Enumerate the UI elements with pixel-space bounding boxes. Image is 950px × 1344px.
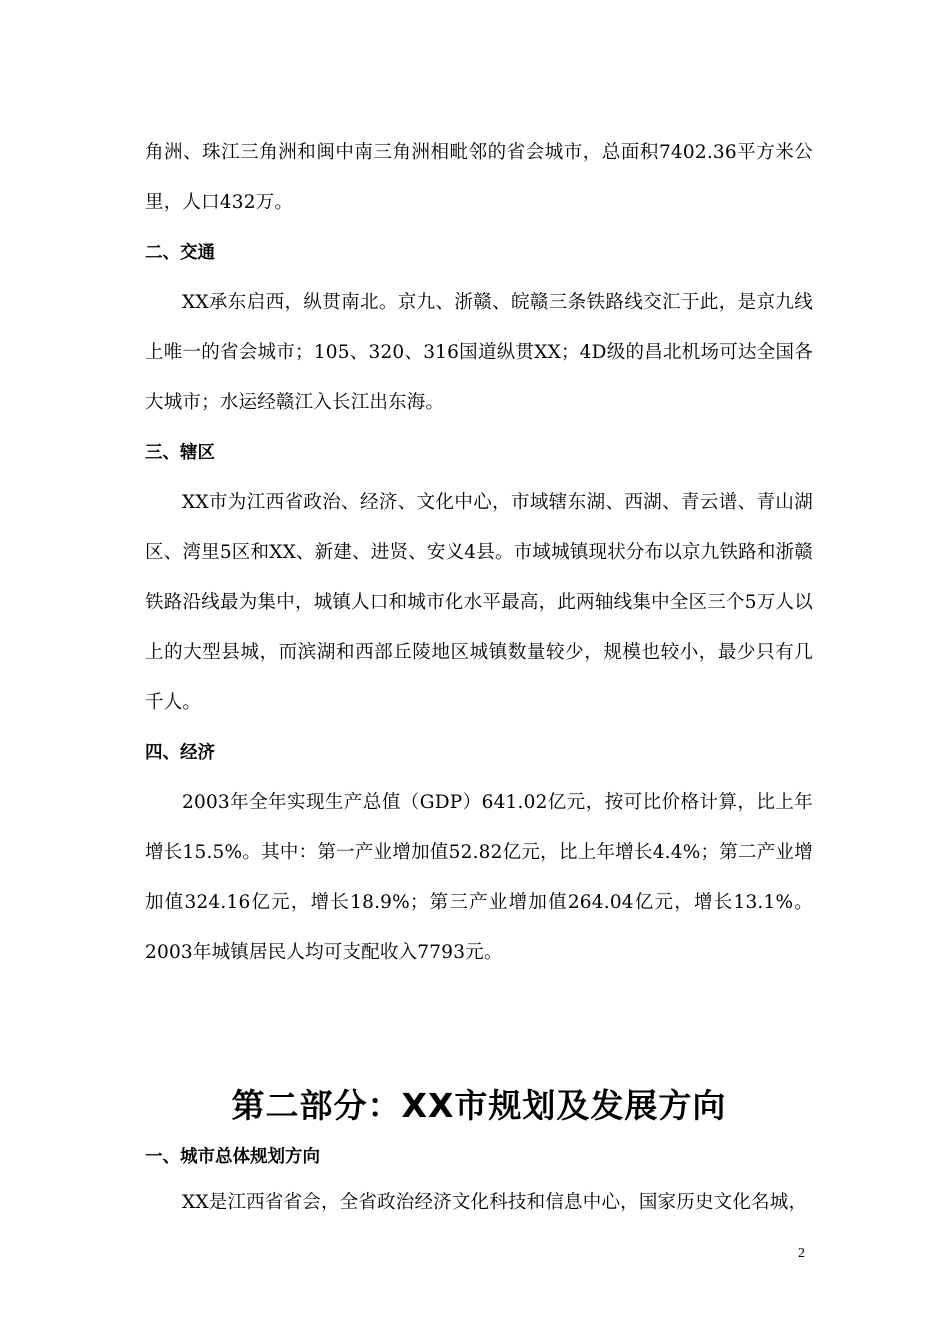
districts-paragraph: XX市为江西省政治、经济、文化中心，市域辖东湖、西湖、青云谱、青山湖区、湾里5区和XX、新建、进贤、安义4县。市域城镇现状分布以京九铁路和浙赣铁路沿线最为集中，城镇人口和城市化水平最高，此两轴线集中全区三个5万人以上的大型县城，而滨湖和西部丘陵地区城镇数量较少，规模也较小，最少只有几千人。 [145,492,813,713]
urban-planning-heading: 一、城市总体规划方向 [145,1147,320,1167]
economy-paragraph: 2003年全年实现生产总值（GDP）641.02亿元，按可比价格计算，比上年增长15.5%。其中：第一产业增加值52.82亿元，比上年增长4.4%；第二产业增加值324.16亿元，增长18.9%；第三产业增加值264.04亿元，增长13.1%。2003年城镇居民人均可支配收入7793元。 [145,792,813,963]
transport-paragraph: XX承东启西，纵贯南北。京九、浙赣、皖赣三条铁路线交汇于此，是京九线上唯一的省会城市；105、320、316国道纵贯XX；4D级的昌北机场可达全国各大城市；水运经赣江入长江出东海。 [145,292,813,413]
economy-heading: 四、经济 [145,743,215,763]
transport-heading: 二、交通 [145,243,215,263]
overview-continued-paragraph: 角洲、珠江三角洲和闽中南三角洲相毗邻的省会城市，总面积7402.36平方米公里，人口432万。 [145,142,813,213]
urban-planning-paragraph: XX是江西省省会，全省政治经济文化科技和信息中心，国家历史文化名城， [182,1192,808,1213]
part-two-title: 第二部分：XX市规划及发展方向 [231,1086,727,1125]
districts-heading: 三、辖区 [145,443,215,463]
page-content [145,128,813,1228]
page-number: 2 [798,1246,805,1261]
